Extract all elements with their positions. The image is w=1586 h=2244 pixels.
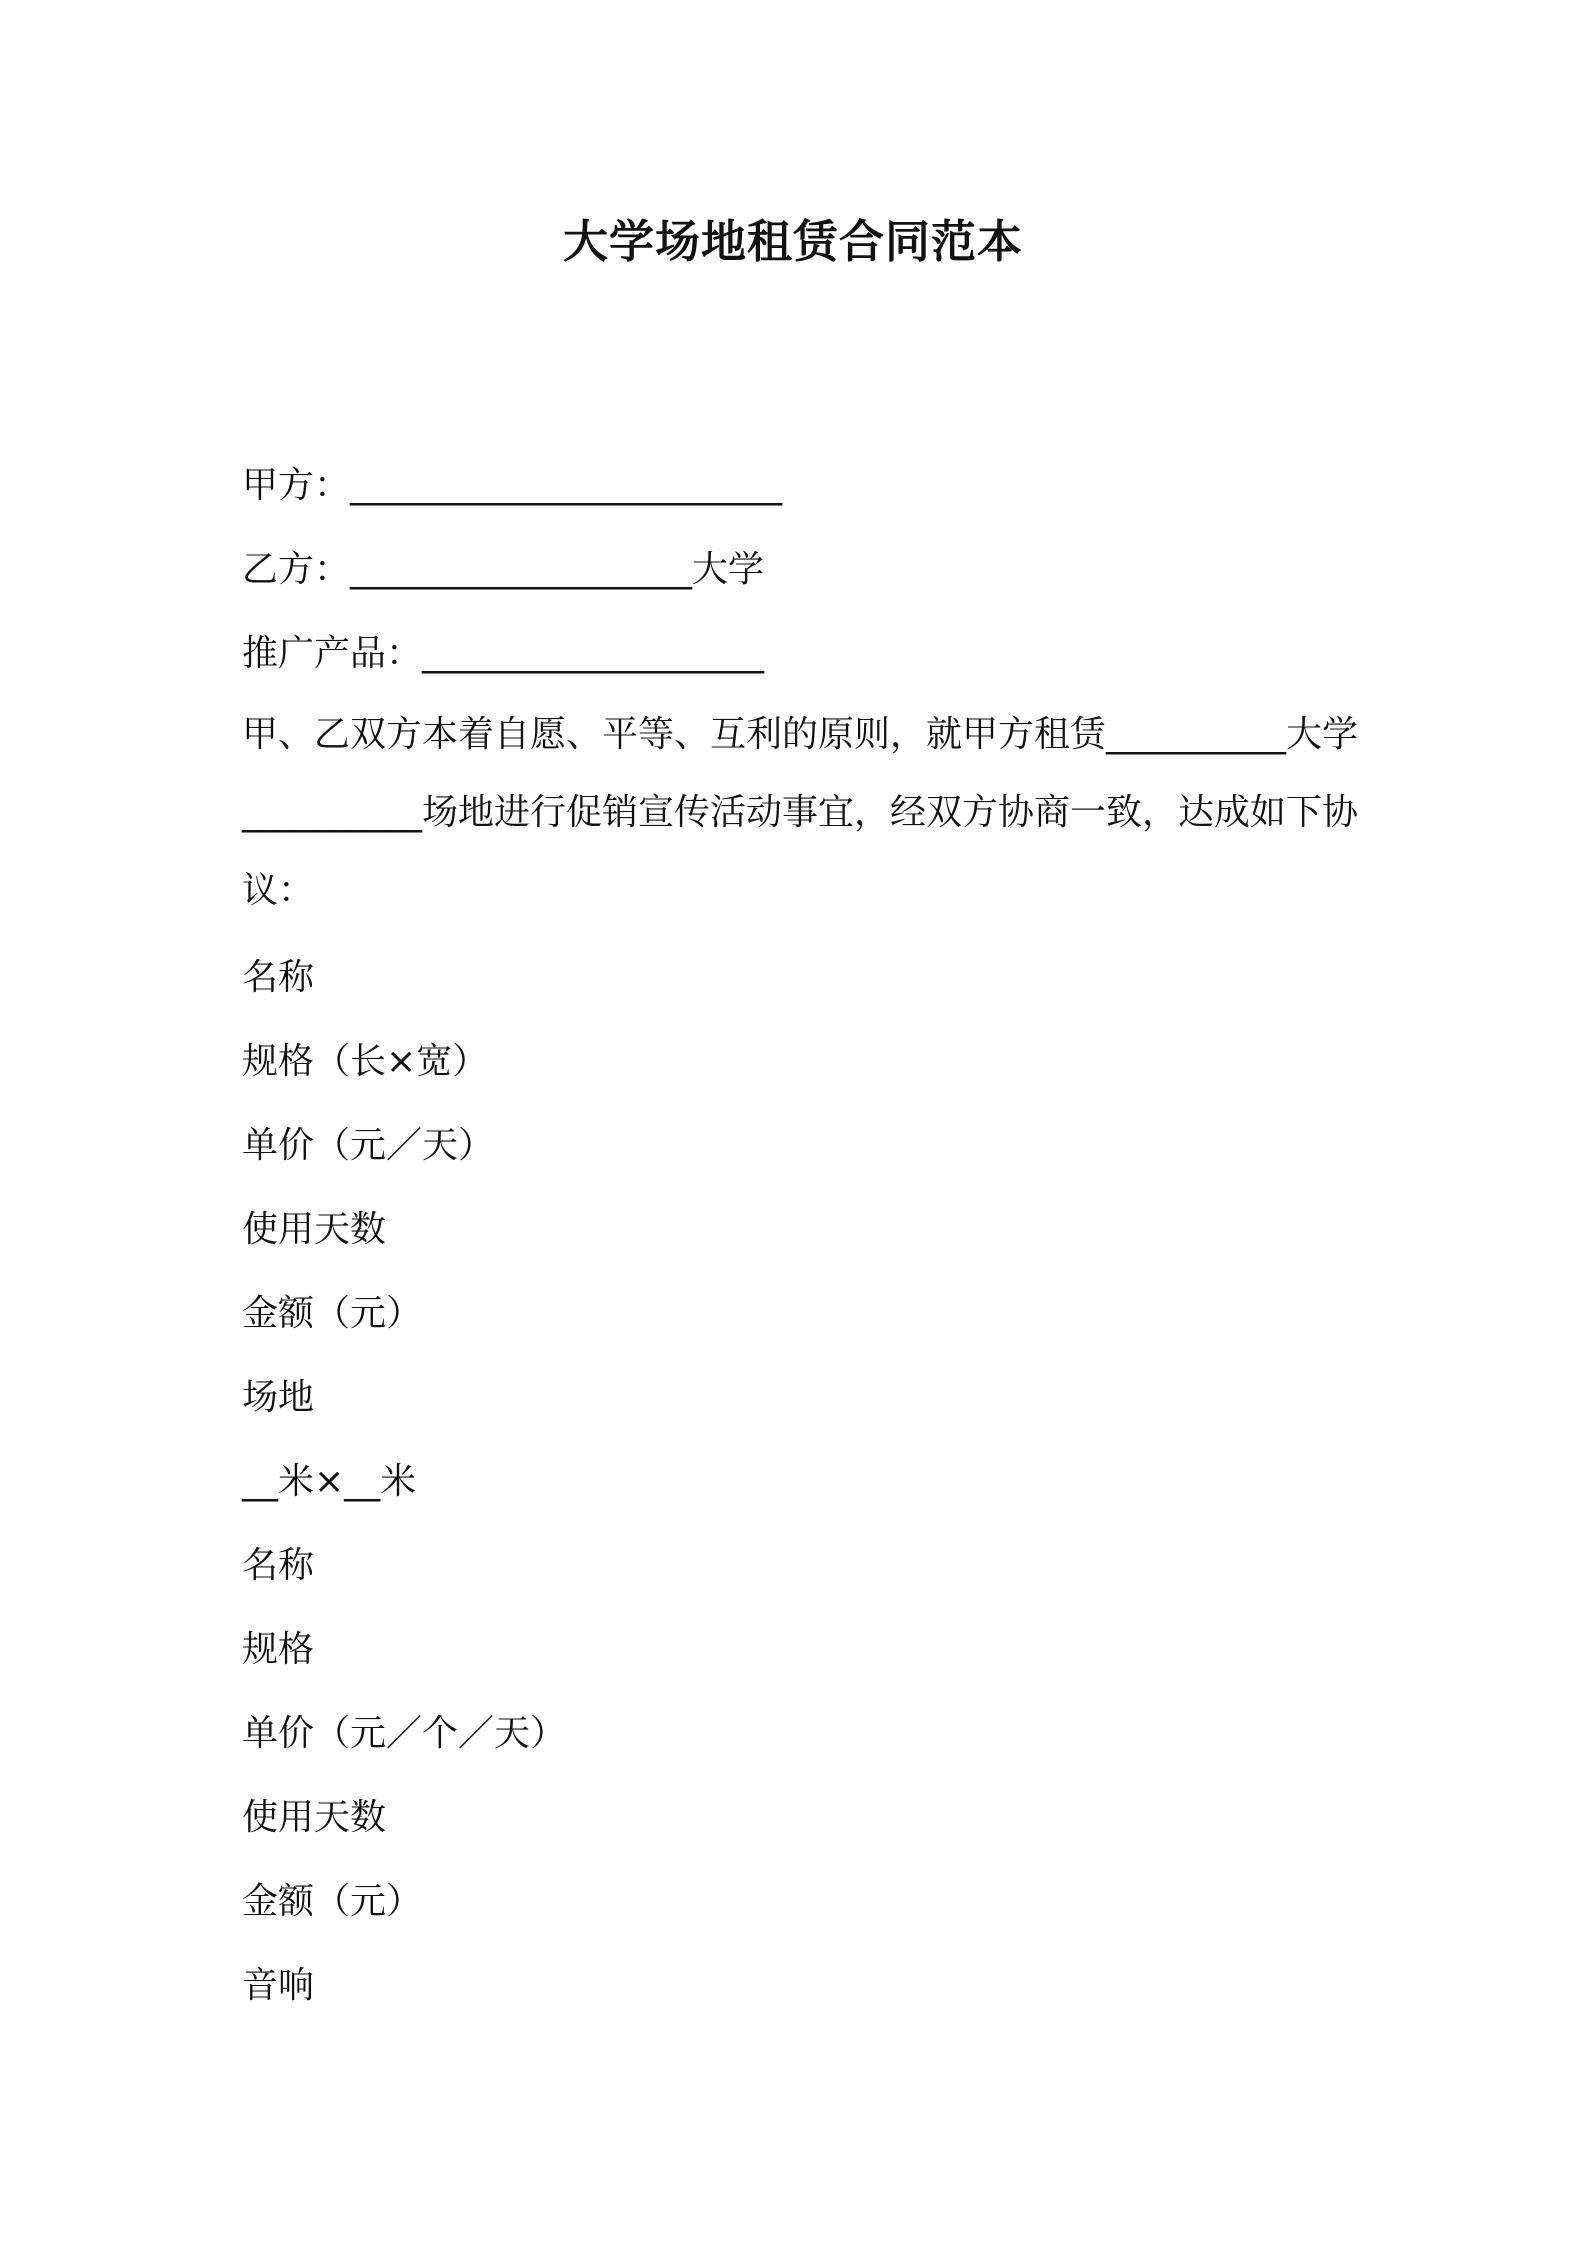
item-line: 金额（元） (242, 1293, 423, 1334)
item-line: 单价（元／天） (242, 1125, 495, 1166)
party-a-line: 甲方：________________________ (242, 465, 783, 506)
item-line: 使用天数 (242, 1209, 387, 1250)
item-line: 使用天数 (242, 1797, 387, 1838)
item-line: 单价（元／个／天） (242, 1713, 567, 1754)
item-line: 名称 (242, 1545, 315, 1586)
item-line: 规格 (242, 1629, 315, 1670)
contract-body (242, 444, 1362, 2028)
item-line: 音响 (242, 1965, 315, 2006)
intro-paragraph: 甲、乙双方本着自愿、平等、互利的原则，就甲方租赁__________大学__________场地进行促销宣传活动事宜，经双方协商一致，达成如下协议： (242, 714, 1359, 911)
page-title: 大学场地租赁合同范本 (562, 215, 1023, 268)
item-line: 规格（长×宽） (242, 1041, 489, 1082)
item-line: __米×__米 (242, 1461, 417, 1502)
item-line: 场地 (242, 1377, 315, 1418)
party-b-line: 乙方：___________________大学 (242, 549, 765, 590)
item-line: 金额（元） (242, 1881, 423, 1922)
item-line: 名称 (242, 957, 315, 998)
product-line: 推广产品：___________________ (242, 633, 765, 674)
